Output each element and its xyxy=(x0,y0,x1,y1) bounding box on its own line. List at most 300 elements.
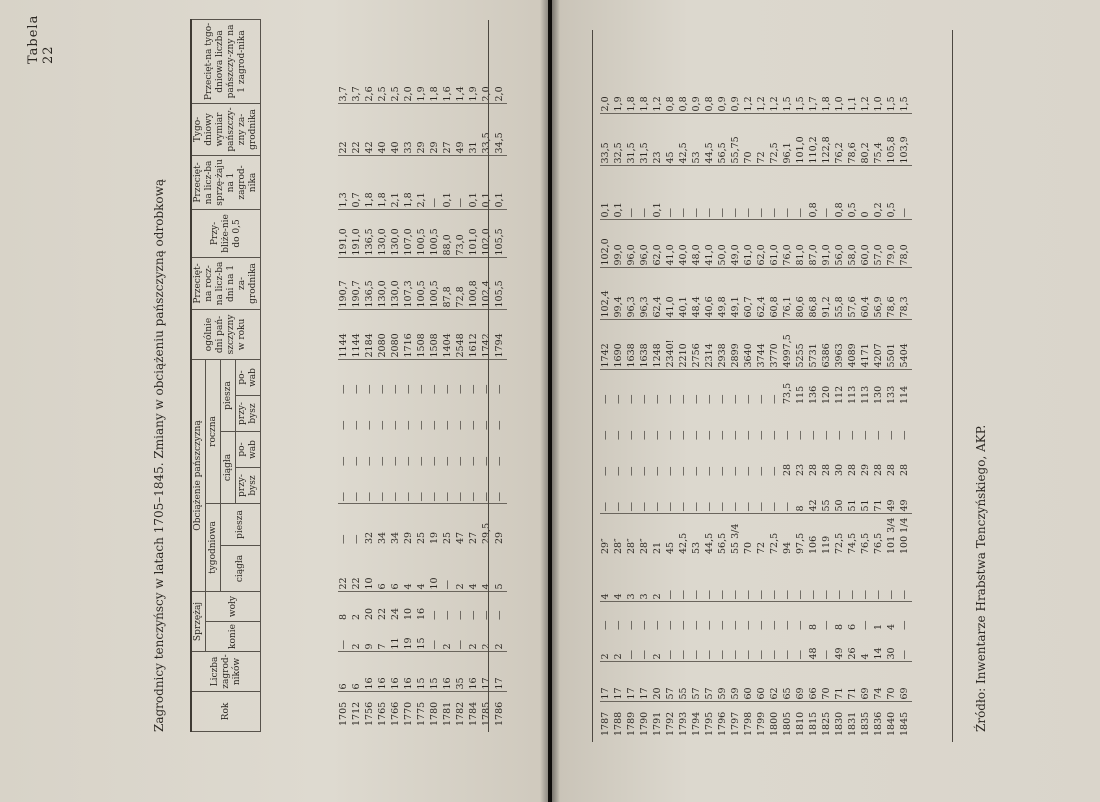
table-cell: 1800 xyxy=(769,702,782,742)
table-label: Tabela 22 xyxy=(26,14,56,64)
table-cell: — xyxy=(481,456,493,466)
table-cell: — xyxy=(652,430,664,440)
table-cell: — xyxy=(626,650,638,660)
table-cell: — xyxy=(795,590,807,600)
table-cell: 1690 xyxy=(613,320,626,370)
table-cell: 8 xyxy=(338,592,351,622)
table-cell: — xyxy=(730,650,742,660)
table-cell: — xyxy=(847,430,859,440)
table-cell: 71 xyxy=(847,662,860,702)
table-cell: — xyxy=(338,456,350,466)
table-cell: — xyxy=(364,456,376,466)
table-cell: — xyxy=(468,360,481,396)
table-cell: — xyxy=(769,370,782,406)
table-cell: 28 xyxy=(782,463,794,476)
table-cell: — xyxy=(886,590,898,600)
table-cell: 190,7 xyxy=(338,258,351,310)
table-cell: 191,0 xyxy=(338,210,351,258)
table-cell: — xyxy=(652,602,665,632)
table-cell: 1,2 xyxy=(652,96,664,112)
table-cell: 190,7 xyxy=(351,258,364,310)
table-cell: 96,0 xyxy=(639,220,652,268)
table-cell: 4 xyxy=(468,583,480,590)
table-cell: — xyxy=(442,360,455,396)
table-cell: 57 xyxy=(691,662,704,702)
table-row xyxy=(821,30,834,742)
table-cell: 91,2 xyxy=(821,268,834,320)
header-przec-rocz: Przecięt-na rocz-na licz-ba dni na 1 za-grodnika xyxy=(191,257,261,309)
table-cell: 72,5 xyxy=(769,114,782,166)
header-piesza-roczna: piesza xyxy=(221,359,236,431)
table-cell: — xyxy=(899,166,912,220)
table-row xyxy=(717,30,730,742)
table-cell: 31,5 xyxy=(626,114,639,166)
table-cell: — xyxy=(782,166,795,220)
table-cell: 1798 xyxy=(743,702,756,742)
table-cell: 1840 xyxy=(886,702,899,742)
header-przybysz-2: przy-bysz xyxy=(236,395,261,431)
table-cell: — xyxy=(390,420,402,430)
table-cell: 9 xyxy=(364,643,376,650)
table-cell: — xyxy=(600,502,612,512)
table-cell: 49,0 xyxy=(730,220,743,268)
table-cell: — xyxy=(704,502,716,512)
table-cell: 51 xyxy=(860,499,872,512)
table-cell: 1716 xyxy=(403,310,416,360)
table-row xyxy=(899,30,912,742)
header-przec-tygo: Przecięt-na tygo-dniowa liczba pańszczy-zny na 1 zagrod-nika xyxy=(191,19,261,103)
table-cell: 0,8 xyxy=(834,166,847,220)
table-cell: 1794 xyxy=(691,702,704,742)
table-cell: 2 xyxy=(652,653,664,660)
table-cell: 0,1 xyxy=(481,156,494,210)
table-cell: 24 xyxy=(390,592,403,622)
header-liczba: Liczba zagrod-ników xyxy=(191,652,261,692)
table-cell: 1766 xyxy=(390,692,403,732)
table-cell: 49 xyxy=(455,104,468,156)
table-cell: 40 xyxy=(390,104,403,156)
table-cell: — xyxy=(403,456,415,466)
table-cell: — xyxy=(717,466,729,476)
table-cell: — xyxy=(860,602,873,632)
table-cell: 100,5 xyxy=(429,258,442,310)
table-cell: 0,1 xyxy=(600,166,613,220)
table-row xyxy=(403,20,416,732)
table-cell: 49 xyxy=(834,647,846,660)
table-cell: 1,9 xyxy=(468,86,480,102)
table-cell: 4 xyxy=(403,583,415,590)
table-cell: 16 xyxy=(390,652,403,692)
table-cell: 1 xyxy=(873,602,886,632)
table-cell: — xyxy=(639,602,652,632)
table-cell: 1508 xyxy=(416,310,429,360)
table-cell: 4207 xyxy=(873,320,886,370)
table-cell: — xyxy=(600,602,613,632)
table-cell: — xyxy=(860,590,872,600)
table-cell: 44,5 xyxy=(704,514,717,556)
table-row xyxy=(455,20,468,732)
table-cell: 4 xyxy=(860,653,872,660)
header-przybysz-1: przy-bysz xyxy=(236,467,261,503)
right-page xyxy=(552,0,1100,802)
table-cell: 25 xyxy=(416,504,429,546)
table-cell: 40,1 xyxy=(678,268,691,320)
table-cell: 1,8 xyxy=(377,156,390,210)
table-cell: 97,5 xyxy=(795,514,808,556)
table-cell: — xyxy=(743,502,755,512)
table-cell: 113 xyxy=(847,370,860,406)
table-cell: 130,0 xyxy=(377,210,390,258)
table-cell: 34 xyxy=(390,504,403,546)
table-cell: — xyxy=(364,420,376,430)
table-cell: 2,0 xyxy=(403,86,415,102)
table-cell: — xyxy=(821,166,834,220)
table-cell: 1144 xyxy=(338,310,351,360)
table-cell: — xyxy=(390,456,402,466)
table-cell: 72 xyxy=(756,114,769,166)
table-cell: 31 xyxy=(468,104,481,156)
table-cell: — xyxy=(678,602,691,632)
table-cell: 1787 xyxy=(600,702,613,742)
table-cell: — xyxy=(717,650,729,660)
table-cell: — xyxy=(455,640,467,650)
table-cell: — xyxy=(769,502,781,512)
table-cell: 10 xyxy=(429,577,441,590)
table-cell: — xyxy=(338,420,350,430)
table-row xyxy=(834,30,847,742)
table-cell: 99,0 xyxy=(613,220,626,268)
table-cell: 16 xyxy=(442,652,455,692)
table-cell: 100,5 xyxy=(429,210,442,258)
table-cell: 28 xyxy=(873,463,885,476)
table-cell: — xyxy=(600,466,612,476)
table-cell: 58,0 xyxy=(847,220,860,268)
table-cell: 33,5 xyxy=(481,104,494,156)
left-page-content xyxy=(0,0,548,802)
table-cell: 62,4 xyxy=(756,268,769,320)
table-row xyxy=(442,20,455,732)
header-ciagla: ciągła xyxy=(221,545,261,591)
table-cell: 17 xyxy=(481,652,494,692)
table-cell: 32,5 xyxy=(613,114,626,166)
table-cell: 94 xyxy=(782,514,795,556)
table-cell: — xyxy=(821,602,834,632)
table-cell: — xyxy=(626,602,639,632)
table-cell: — xyxy=(429,156,442,210)
table-cell: — xyxy=(743,602,756,632)
table-cell: 4 xyxy=(416,583,428,590)
table-cell: 29 xyxy=(860,463,872,476)
table-cell: 2 xyxy=(652,593,664,600)
table-cell: 42 xyxy=(808,499,820,512)
table-cell: 99,4 xyxy=(613,268,626,320)
table-cell: — xyxy=(639,466,651,476)
table-cell: — xyxy=(756,602,769,632)
table-cell: 3744 xyxy=(756,320,769,370)
table-cell: — xyxy=(377,420,389,430)
table-cell: 100 1/4 xyxy=(899,514,912,556)
table-cell: 33,5 xyxy=(600,114,613,166)
table-cell: — xyxy=(665,590,677,600)
table-cell: — xyxy=(730,370,743,406)
table-cell: 113 xyxy=(860,370,873,406)
table-cell: 62,0 xyxy=(756,220,769,268)
table-cell: 1786 xyxy=(494,692,507,732)
table-row xyxy=(429,20,442,732)
table-cell: 1784 xyxy=(468,692,481,732)
table-cell: 5255 xyxy=(795,320,808,370)
table-cell: 28 xyxy=(899,463,911,476)
table-row xyxy=(730,30,743,742)
table-cell: 101,0 xyxy=(795,114,808,166)
table-cell: — xyxy=(652,466,664,476)
table-cell: — xyxy=(873,590,885,600)
table-row xyxy=(416,20,429,732)
table-cell: 17 xyxy=(494,652,507,692)
table-cell: — xyxy=(416,360,429,396)
table-cell: — xyxy=(468,592,481,622)
table-row xyxy=(338,20,351,732)
table-cell: 6386 xyxy=(821,320,834,370)
table-cell: — xyxy=(704,650,716,660)
table-cell: 1,0 xyxy=(873,96,885,112)
table-cell: — xyxy=(782,502,794,512)
table-cell: — xyxy=(743,166,756,220)
table-cell: 102,4 xyxy=(481,258,494,310)
table-cell: — xyxy=(429,360,442,396)
table-cell: 2080 xyxy=(377,310,390,360)
table-cell: 4 xyxy=(481,583,493,590)
table-cell: — xyxy=(834,430,846,440)
table-cell: 57 xyxy=(704,662,717,702)
table-cell: 41,0 xyxy=(665,268,678,320)
table-cell: 80,6 xyxy=(795,268,808,320)
table-cell: — xyxy=(691,166,704,220)
table-cell: 0,8 xyxy=(665,96,677,112)
table-cell: 71 xyxy=(834,662,847,702)
table-cell: — xyxy=(899,590,911,600)
table-cell: 34,5 xyxy=(494,104,507,156)
table-cell: 29 xyxy=(416,104,429,156)
table-row xyxy=(756,30,769,742)
table-cell: 8 xyxy=(808,602,821,632)
table-cell: — xyxy=(351,456,363,466)
table-cell: 28″ xyxy=(639,514,652,556)
table-cell: 29,5 xyxy=(481,504,494,546)
table-cell: 1638 xyxy=(626,320,639,370)
table-cell: 51 xyxy=(847,499,859,512)
table-cell: 34 xyxy=(377,504,390,546)
table-cell: — xyxy=(808,590,820,600)
table-cell: 105,5 xyxy=(494,258,507,310)
table-cell: — xyxy=(377,456,389,466)
table-cell: — xyxy=(756,430,768,440)
table-cell: 2,0 xyxy=(494,86,506,102)
table-cell: — xyxy=(769,466,781,476)
table-cell: 17 xyxy=(600,662,613,702)
table-cell: 101 3/4 xyxy=(886,514,899,556)
table-cell: — xyxy=(455,156,468,210)
table-cell: — xyxy=(704,590,716,600)
table-cell: — xyxy=(364,492,376,502)
table-cell: 28 xyxy=(886,463,898,476)
table-cell: 5731 xyxy=(808,320,821,370)
table-cell: — xyxy=(665,166,678,220)
table-row xyxy=(886,30,899,742)
table-cell: — xyxy=(678,502,690,512)
table-row xyxy=(351,20,364,732)
table-cell: 1508 xyxy=(429,310,442,360)
table-cell: — xyxy=(481,492,493,502)
header-tygodniowa: tygodniowa xyxy=(206,503,221,591)
table-cell: 28 xyxy=(808,463,820,476)
table-row xyxy=(377,20,390,732)
table-cell: 1810 xyxy=(795,702,808,742)
table-cell: — xyxy=(351,504,364,546)
table-cell: 87,8 xyxy=(442,258,455,310)
table-cell: 1,2 xyxy=(743,96,755,112)
table-cell: 1638 xyxy=(639,320,652,370)
table-cell: — xyxy=(691,430,703,440)
table-cell: 1,4 xyxy=(455,86,467,102)
table-cell: — xyxy=(442,456,454,466)
table-cell: 53 xyxy=(691,114,704,166)
table-cell: 4089 xyxy=(847,320,860,370)
table-cell: 76,1 xyxy=(782,268,795,320)
table-cell: 79,0 xyxy=(886,220,899,268)
table-cell: 0,7 xyxy=(351,156,364,210)
table-cell: 4 xyxy=(600,593,612,600)
table-row xyxy=(494,20,507,732)
table-cell: 2,1 xyxy=(416,156,429,210)
table-cell: — xyxy=(730,466,742,476)
table-cell: 2314 xyxy=(704,320,717,370)
table-cell: 60 xyxy=(743,662,756,702)
table-body-right xyxy=(600,30,912,742)
table-cell: 16 xyxy=(468,652,481,692)
table-cell: 7 xyxy=(377,643,389,650)
table-cell: — xyxy=(377,492,389,502)
table-cell: 16 xyxy=(416,592,429,622)
table-cell: 57,0 xyxy=(873,220,886,268)
table-cell: 66 xyxy=(808,662,821,702)
table-cell: 49 xyxy=(899,499,911,512)
table-cell: 70 xyxy=(743,114,756,166)
table-cell: 28 xyxy=(821,463,833,476)
table-cell: 4 xyxy=(886,602,899,632)
table-cell: — xyxy=(416,420,428,430)
table-cell: 70 xyxy=(743,514,756,556)
table-cell: 28″ xyxy=(613,514,626,556)
table-cell: 20 xyxy=(364,592,377,622)
table-cell: 2340! xyxy=(665,320,678,370)
table-cell: 17 xyxy=(639,662,652,702)
table-cell: 49,1 xyxy=(730,268,743,320)
source-note: Źródło: Inwentarze Hrabstwa Tenczyńskiego, AKP. xyxy=(974,424,988,732)
table-cell: — xyxy=(481,592,494,622)
table-cell: — xyxy=(769,590,781,600)
table-cell: — xyxy=(338,640,350,650)
table-cell: 1794 xyxy=(494,310,507,360)
table-cell: 55,8 xyxy=(834,268,847,320)
table-row xyxy=(600,30,613,742)
table-cell: — xyxy=(600,430,612,440)
table-cell: 22 xyxy=(338,577,350,590)
table-row xyxy=(769,30,782,742)
table-cell: 48,0 xyxy=(691,220,704,268)
table-cell: — xyxy=(455,420,467,430)
header-obciazenie: Obciążenie pańszczyzną xyxy=(191,359,206,591)
table-cell: 0,9 xyxy=(717,96,729,112)
table-cell: — xyxy=(338,360,351,396)
table-cell: — xyxy=(338,504,351,546)
table-cell: 136,5 xyxy=(364,258,377,310)
table-cell: 75,4 xyxy=(873,114,886,166)
table-cell: 5404 xyxy=(899,320,912,370)
table-cell: 6 xyxy=(847,602,860,632)
table-cell: 29″ xyxy=(600,514,613,556)
table-cell: 3 xyxy=(639,593,651,600)
table-cell: 1,8 xyxy=(429,86,441,102)
table-cell: — xyxy=(756,590,768,600)
table-cell: 23 xyxy=(652,114,665,166)
table-row xyxy=(364,20,377,732)
table-cell: 114 xyxy=(899,370,912,406)
table-cell: 21 xyxy=(652,514,665,556)
table-cell: — xyxy=(626,466,638,476)
table-cell: 4997,5 xyxy=(782,320,795,370)
table-cell: 120 xyxy=(821,370,834,406)
table-cell: 29 xyxy=(494,504,507,546)
table-cell: 100,8 xyxy=(468,258,481,310)
table-cell: 56,0 xyxy=(834,220,847,268)
table-cell: — xyxy=(678,166,691,220)
table-cell: 103,9 xyxy=(899,114,912,166)
table-cell: — xyxy=(377,360,390,396)
table-cell: 2,0 xyxy=(481,86,493,102)
table-cell: 2 xyxy=(600,653,612,660)
table-cell: 19 xyxy=(429,504,442,546)
table-cell: 3,7 xyxy=(351,86,363,102)
table-cell: 1782 xyxy=(455,692,468,732)
table-cell: — xyxy=(494,420,506,430)
table-cell: 2938 xyxy=(717,320,730,370)
table-cell: 1799 xyxy=(756,702,769,742)
table-cell: 2899 xyxy=(730,320,743,370)
table-cell: 1712 xyxy=(351,692,364,732)
table-cell: 60,7 xyxy=(743,268,756,320)
table-cell: 22 xyxy=(351,577,363,590)
table-cell: 28 xyxy=(847,463,859,476)
table-cell: 0,5 xyxy=(886,166,899,220)
table-cell: — xyxy=(494,492,506,502)
table-cell: 3963 xyxy=(834,320,847,370)
table-row xyxy=(873,30,886,742)
table-cell: 50 xyxy=(834,499,846,512)
table-cell: 56,9 xyxy=(873,268,886,320)
table-cell: 110,2 xyxy=(808,114,821,166)
table-cell: 78,0 xyxy=(899,220,912,268)
table-cell: — xyxy=(678,650,690,660)
table-row xyxy=(691,30,704,742)
table-cell: 55 xyxy=(678,662,691,702)
table-cell: 76,2 xyxy=(834,114,847,166)
table-cell: 0,1 xyxy=(613,166,626,220)
table-cell: — xyxy=(756,650,768,660)
table-cell: — xyxy=(717,590,729,600)
table-header xyxy=(190,19,261,732)
table-cell: — xyxy=(390,360,403,396)
